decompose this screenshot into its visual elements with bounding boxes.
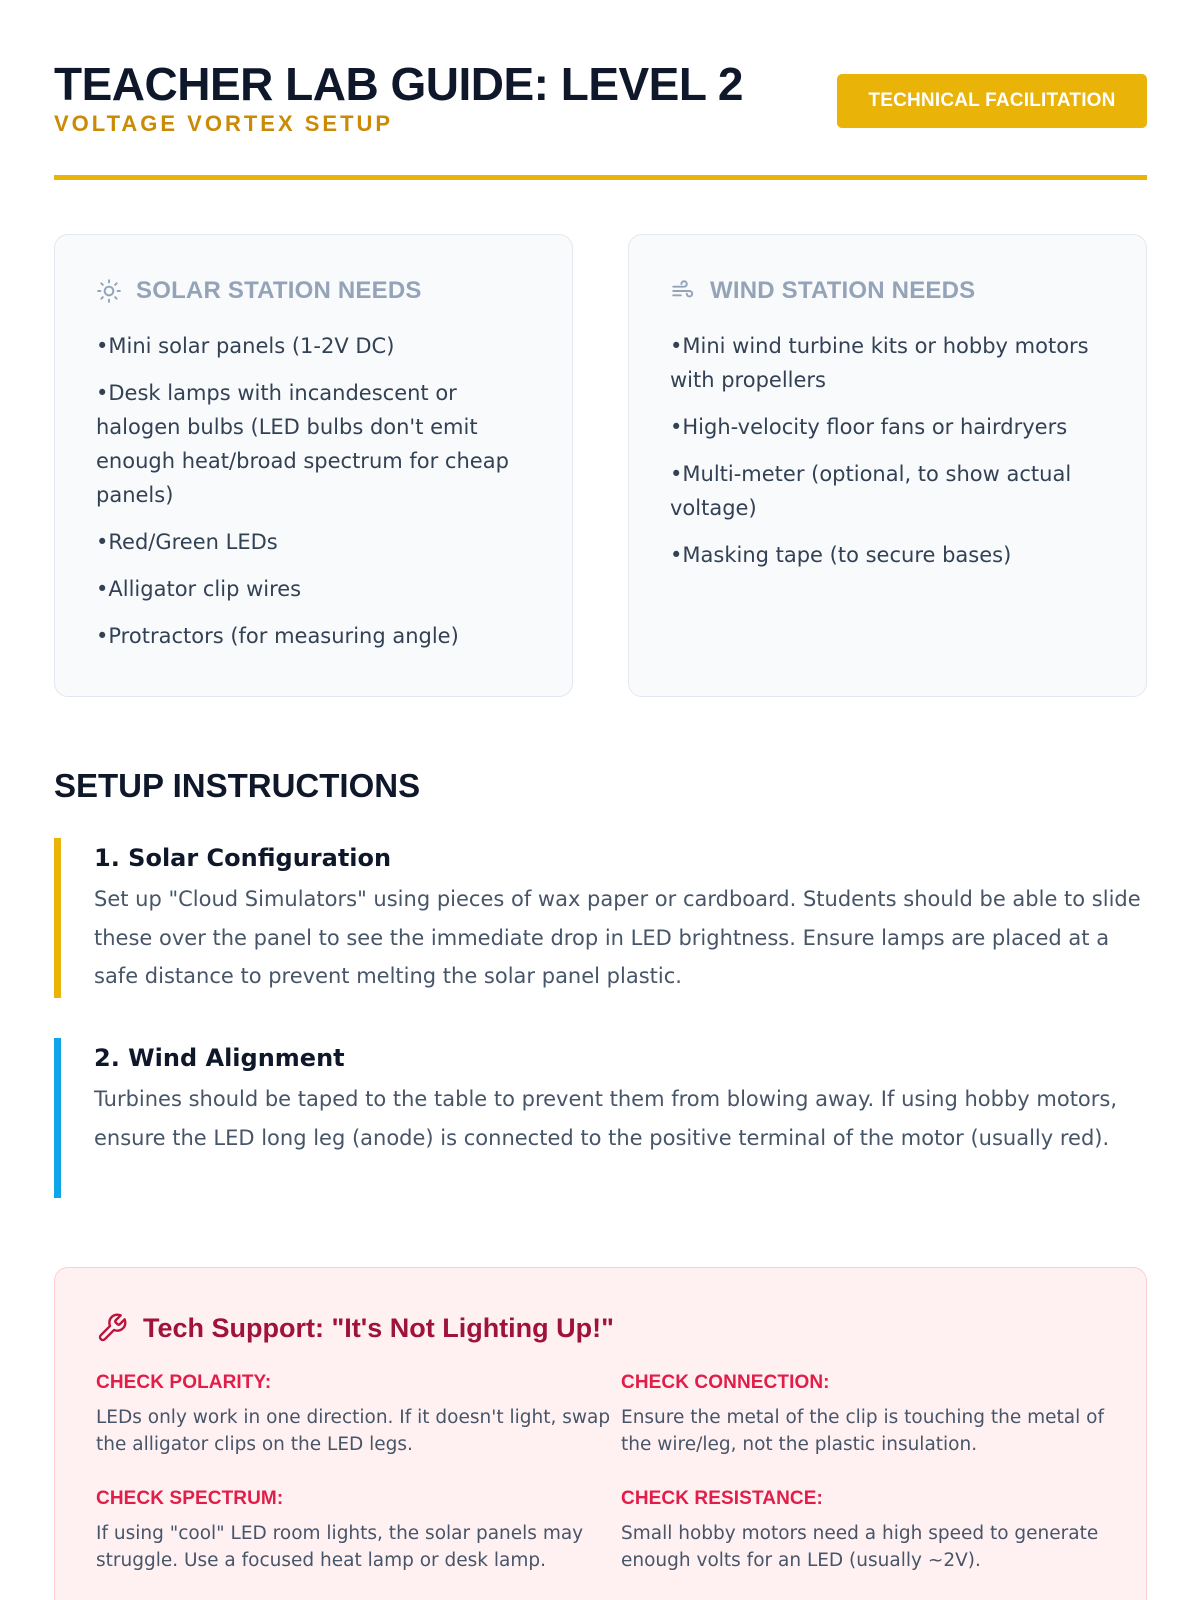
- step-text: Set up "Cloud Simulators" using pieces of wax paper or cardboard. Students should be able to slide these over the panel to see the immediate drop in LED brightness. Ensure lamps are placed at a safe distance to prevent melting the solar panel plastic.: [94, 887, 1141, 988]
- check-text: Small hobby motors need a high speed to generate enough volts for an LED (usually ~2V).: [621, 1523, 1099, 1571]
- checks-grid: [96, 1370, 1106, 1574]
- check-label: CHECK RESISTANCE:: [621, 1488, 823, 1509]
- check-connection: [621, 1370, 1121, 1458]
- page-subtitle: VOLTAGE VORTEX SETUP: [54, 111, 394, 136]
- list-item: • High-velocity floor fans or hairdryers: [670, 410, 1106, 444]
- list-item: • Protractors (for measuring angle): [96, 619, 532, 653]
- step-text: Turbines should be taped to the table to prevent them from blowing away. If using hobby motors, ensure the LED long leg (anode) is connected to the positive terminal of the motor (usually red).: [94, 1087, 1118, 1150]
- check-text: LEDs only work in one direction. If it doesn't light, swap the alligator clips on the LED legs.: [96, 1407, 611, 1455]
- wrench-icon: [96, 1312, 128, 1344]
- check-label: CHECK SPECTRUM:: [96, 1488, 284, 1509]
- page-header: [54, 56, 1147, 180]
- list-item: • Alligator clip wires: [96, 572, 532, 606]
- wind-alignment-step: [54, 1038, 1147, 1198]
- list-item: • Desk lamps with incandescent or halogen bulbs (LED bulbs don't emit enough heat/broad spectrum for cheap panels): [96, 376, 532, 512]
- solar-card-title: SOLAR STATION NEEDS: [136, 277, 422, 304]
- wind-card-title: WIND STATION NEEDS: [710, 277, 976, 304]
- list-item: • Masking tape (to secure bases): [670, 538, 1106, 572]
- list-item: • Mini wind turbine kits or hobby motors with propellers: [670, 329, 1106, 397]
- list-item: • Mini solar panels (1-2V DC): [96, 329, 532, 363]
- page-title: TEACHER LAB GUIDE: LEVEL 2: [54, 58, 743, 110]
- list-item: • Red/Green LEDs: [96, 525, 532, 559]
- check-text: If using "cool" LED room lights, the solar panels may struggle. Use a focused heat lamp or desk lamp.: [96, 1523, 584, 1571]
- facilitation-badge: TECHNICAL FACILITATION: [837, 74, 1147, 128]
- setup-instructions-heading: SETUP INSTRUCTIONS: [54, 767, 421, 804]
- sun-icon: [96, 278, 122, 304]
- wind-card-header: [670, 273, 1106, 309]
- solar-station-card: [54, 234, 573, 697]
- check-spectrum: [96, 1486, 621, 1574]
- solar-card-header: [96, 273, 532, 309]
- check-resistance: [621, 1486, 1121, 1574]
- tech-support-header: [96, 1310, 1106, 1346]
- wind-needs-list: [670, 329, 1106, 572]
- solar-configuration-step: [54, 838, 1147, 998]
- wind-station-card: [628, 234, 1147, 697]
- step-title: 2. Wind Alignment: [94, 1044, 345, 1072]
- check-polarity: [96, 1370, 621, 1458]
- tech-support-title: Tech Support: "It's Not Lighting Up!": [143, 1312, 614, 1343]
- check-label: CHECK CONNECTION:: [621, 1372, 830, 1393]
- tech-support-box: [54, 1267, 1147, 1600]
- check-label: CHECK POLARITY:: [96, 1372, 272, 1393]
- wind-icon: [670, 278, 696, 304]
- step-title: 1. Solar Configuration: [94, 844, 392, 872]
- solar-needs-list: [96, 329, 532, 653]
- check-text: Ensure the metal of the clip is touching the metal of the wire/leg, not the plastic insulation.: [621, 1407, 1104, 1455]
- list-item: • Multi-meter (optional, to show actual voltage): [670, 457, 1106, 525]
